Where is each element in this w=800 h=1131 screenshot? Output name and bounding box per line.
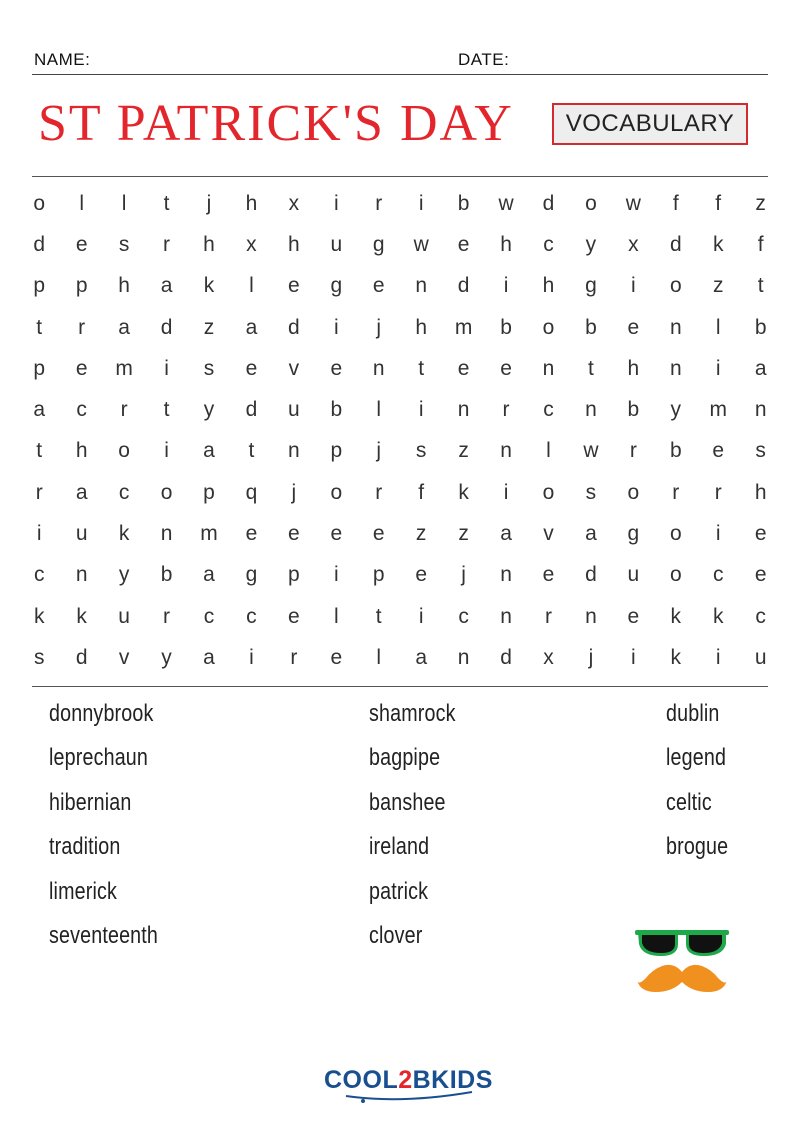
grid-letter: k <box>670 645 682 669</box>
grid-letter: b <box>457 191 470 215</box>
grid-letter: i <box>36 522 42 546</box>
grid-letter: r <box>163 604 171 628</box>
grid-letter: r <box>375 191 383 215</box>
grid-letter: e <box>754 522 767 546</box>
grid-letter: e <box>245 356 258 380</box>
grid-letter: f <box>715 191 722 215</box>
vocabulary-word: tradition <box>49 833 121 861</box>
sunglasses-icon <box>635 930 729 956</box>
grid-letter: z <box>755 191 766 215</box>
grid-letter: p <box>288 563 300 587</box>
grid-letter: n <box>585 604 597 628</box>
grid-letter: x <box>246 232 257 256</box>
name-label: NAME: <box>34 50 91 69</box>
grid-letter: n <box>500 604 512 628</box>
grid-letter: z <box>415 522 427 546</box>
grid-letter: c <box>543 232 554 256</box>
grid-letter: c <box>543 398 554 422</box>
grid-row <box>18 389 782 430</box>
grid-letter: a <box>754 356 767 380</box>
grid-letter: l <box>546 439 551 463</box>
vocabulary-word: seventeenth <box>49 921 159 949</box>
grid-letter: r <box>714 480 722 504</box>
grid-letter: m <box>200 522 218 546</box>
grid-letter: t <box>36 439 43 463</box>
grid-letter: y <box>585 232 597 256</box>
grid-letter: a <box>203 563 215 587</box>
grid-letter: t <box>375 604 382 628</box>
grid-letter: u <box>118 604 130 628</box>
grid-letter: e <box>415 563 427 587</box>
grid-letter: x <box>543 645 554 669</box>
grid-letter: c <box>118 480 130 504</box>
grid-letter: v <box>118 645 130 669</box>
grid-letter: e <box>288 274 300 298</box>
grid-letter: f <box>418 480 425 504</box>
grid-letter: i <box>631 274 636 298</box>
grid-letter: h <box>542 274 555 298</box>
vocabulary-word: brogue <box>666 833 729 861</box>
grid-letter: o <box>585 191 597 215</box>
grid-letter: i <box>333 315 339 339</box>
grid-letter: n <box>372 356 385 380</box>
grid-letter: m <box>709 398 727 422</box>
vocabulary-word: leprechaun <box>49 744 149 772</box>
grid-letter: j <box>376 315 382 339</box>
grid-letter: t <box>418 356 425 380</box>
grid-letter: e <box>288 522 300 546</box>
grid-letter: o <box>669 563 682 587</box>
grid-letter: n <box>669 356 682 380</box>
grid-letter: d <box>33 232 46 256</box>
grid-letter: r <box>290 645 298 669</box>
grid-letter: a <box>585 522 597 546</box>
grid-letter: l <box>249 274 254 298</box>
grid-letter: h <box>288 232 300 256</box>
grid-letter: o <box>33 191 46 215</box>
grid-letter: n <box>75 563 88 587</box>
vocabulary-badge: VOCABULARY <box>552 103 748 145</box>
grid-letter: a <box>203 439 215 463</box>
grid-letter: d <box>288 315 300 339</box>
grid-letter: o <box>118 439 130 463</box>
grid-letter: e <box>330 645 343 669</box>
word-list-column-3 <box>666 700 742 878</box>
grid-letter: i <box>631 645 636 669</box>
grid-letter: b <box>160 563 173 587</box>
sunglasses-mustache-icon <box>634 926 730 998</box>
grid-letter: r <box>35 480 43 504</box>
grid-letter: j <box>206 191 212 215</box>
grid-letter: e <box>457 232 470 256</box>
grid-letter: d <box>457 274 470 298</box>
grid-letter: g <box>372 232 385 256</box>
grid-letter: l <box>333 604 339 628</box>
grid-letter: z <box>712 274 724 298</box>
grid-letter: p <box>33 356 46 380</box>
grid-letter: k <box>203 274 215 298</box>
grid-row <box>18 266 782 307</box>
grid-letter: t <box>757 274 764 298</box>
grid-letter: m <box>115 356 133 380</box>
grid-letter: w <box>583 439 599 463</box>
grid-letter: d <box>75 645 88 669</box>
grid-letter: k <box>76 604 87 628</box>
grid-letter: b <box>500 315 512 339</box>
grid-row <box>18 555 782 596</box>
grid-letter: s <box>585 480 597 504</box>
grid-letter: i <box>503 274 509 298</box>
grid-letter: d <box>585 563 597 587</box>
grid-letter: n <box>160 522 173 546</box>
page-title: ST PATRICK'S DAY <box>38 95 514 152</box>
cool2bkids-logo <box>322 1060 493 1104</box>
grid-letter: k <box>670 604 682 628</box>
grid-letter: s <box>203 356 215 380</box>
grid-letter: c <box>203 604 215 628</box>
grid-letter: t <box>587 356 594 380</box>
grid-letter: r <box>672 480 680 504</box>
grid-row <box>18 307 782 348</box>
grid-letter: a <box>33 398 46 422</box>
word-list-column-2 <box>369 700 475 966</box>
grid-letter: e <box>712 439 725 463</box>
grid-letter: c <box>33 563 45 587</box>
grid-row <box>18 224 782 265</box>
grid-letter: i <box>418 191 424 215</box>
grid-letter: q <box>245 480 258 504</box>
grid-letter: o <box>627 480 640 504</box>
grid-letter: i <box>333 191 339 215</box>
grid-letter: o <box>669 274 682 298</box>
grid-letter: u <box>330 232 343 256</box>
grid-letter: n <box>415 274 427 298</box>
grid-letter: o <box>542 315 555 339</box>
grid-letter: n <box>457 645 470 669</box>
grid-letter: x <box>628 232 639 256</box>
grid-letter: u <box>288 398 300 422</box>
grid-letter: u <box>754 645 767 669</box>
grid-letter: l <box>121 191 127 215</box>
grid-letter: x <box>288 191 300 215</box>
grid-letter: t <box>36 315 43 339</box>
grid-letter: l <box>79 191 84 215</box>
grid-letter: y <box>118 563 130 587</box>
svg-text:COOL2BKIDS: COOL2BKIDS <box>324 1066 493 1094</box>
grid-row <box>18 637 782 678</box>
grid-letter: n <box>754 398 767 422</box>
grid-letter: p <box>330 439 343 463</box>
grid-letter: i <box>164 439 169 463</box>
grid-letter: e <box>330 356 343 380</box>
grid-letter: p <box>33 274 46 298</box>
grid-letter: y <box>670 398 682 422</box>
grid-letter: i <box>164 356 169 380</box>
grid-letter: e <box>754 563 767 587</box>
vocabulary-word: clover <box>369 921 423 949</box>
grid-letter: r <box>502 398 510 422</box>
grid-letter: h <box>203 232 215 256</box>
grid-letter: t <box>163 191 170 215</box>
date-label: DATE: <box>458 50 510 69</box>
grid-row <box>18 431 782 472</box>
grid-letter: b <box>669 439 682 463</box>
grid-letter: h <box>415 315 427 339</box>
vocabulary-word: banshee <box>369 788 446 816</box>
grid-letter: s <box>33 645 45 669</box>
grid-letter: e <box>457 356 470 380</box>
grid-letter: g <box>627 522 640 546</box>
grid-letter: z <box>203 315 215 339</box>
word-list-column-1 <box>49 700 182 966</box>
grid-letter: t <box>163 398 170 422</box>
grid-letter: k <box>118 522 130 546</box>
grid-letter: a <box>118 315 130 339</box>
mustache-icon <box>637 965 727 992</box>
grid-letter: l <box>376 645 382 669</box>
grid-letter: k <box>458 480 469 504</box>
grid-letter: e <box>288 604 300 628</box>
grid-letter: i <box>249 645 254 669</box>
grid-letter: h <box>500 232 512 256</box>
grid-letter: s <box>415 439 427 463</box>
vocabulary-word: patrick <box>369 877 429 905</box>
grid-row <box>18 596 782 637</box>
grid-letter: f <box>757 232 764 256</box>
grid-letter: h <box>754 480 767 504</box>
grid-letter: e <box>75 356 88 380</box>
grid-letter: d <box>500 645 512 669</box>
grid-letter: e <box>75 232 88 256</box>
grid-letter: c <box>458 604 469 628</box>
grid-letter: h <box>75 439 88 463</box>
grid-bottom-divider <box>32 686 768 687</box>
grid-letter: c <box>712 563 724 587</box>
grid-letter: p <box>372 563 385 587</box>
grid-letter: r <box>375 480 383 504</box>
grid-letter: e <box>372 274 385 298</box>
grid-row <box>18 472 782 513</box>
grid-letter: n <box>585 398 597 422</box>
grid-letter: i <box>333 563 339 587</box>
grid-letter: v <box>543 522 554 546</box>
grid-row <box>18 513 782 554</box>
grid-letter: o <box>330 480 343 504</box>
grid-letter: h <box>627 356 640 380</box>
grid-letter: v <box>288 356 300 380</box>
grid-letter: i <box>715 645 721 669</box>
grid-letter: g <box>585 274 597 298</box>
grid-letter: o <box>542 480 555 504</box>
grid-letter: f <box>672 191 679 215</box>
grid-letter: d <box>245 398 258 422</box>
grid-letter: l <box>715 315 721 339</box>
grid-letter: t <box>248 439 255 463</box>
grid-letter: r <box>629 439 637 463</box>
grid-letter: u <box>627 563 640 587</box>
grid-letter: p <box>203 480 215 504</box>
grid-letter: j <box>588 645 594 669</box>
grid-letter: j <box>461 563 466 587</box>
grid-letter: c <box>755 604 766 628</box>
grid-letter: u <box>75 522 88 546</box>
vocabulary-word: bagpipe <box>369 744 441 772</box>
grid-letter: r <box>544 604 552 628</box>
grid-letter: b <box>754 315 767 339</box>
word-search-grid <box>18 183 782 679</box>
grid-letter: c <box>76 398 87 422</box>
grid-letter: j <box>376 439 382 463</box>
grid-letter: g <box>330 274 343 298</box>
grid-letter: r <box>163 232 171 256</box>
grid-letter: n <box>457 398 470 422</box>
grid-top-divider <box>32 176 768 177</box>
grid-letter: n <box>500 439 512 463</box>
grid-letter: i <box>418 398 424 422</box>
grid-letter: j <box>291 480 297 504</box>
grid-letter: e <box>372 522 385 546</box>
grid-letter: z <box>458 522 469 546</box>
name-date-line <box>32 48 768 75</box>
grid-letter: n <box>542 356 555 380</box>
grid-row <box>18 348 782 389</box>
grid-letter: a <box>203 645 215 669</box>
vocabulary-word: donnybrook <box>49 700 154 727</box>
grid-letter: s <box>118 232 130 256</box>
grid-letter: z <box>458 439 469 463</box>
vocabulary-word: dublin <box>666 700 720 727</box>
grid-letter: y <box>203 398 215 422</box>
grid-letter: b <box>627 398 640 422</box>
grid-letter: e <box>627 604 640 628</box>
grid-letter: w <box>625 191 641 215</box>
grid-letter: b <box>585 315 597 339</box>
grid-letter: e <box>542 563 555 587</box>
grid-letter: a <box>160 274 173 298</box>
grid-letter: r <box>120 398 128 422</box>
grid-letter: k <box>712 232 724 256</box>
grid-letter: i <box>715 356 721 380</box>
grid-letter: a <box>500 522 512 546</box>
grid-letter: k <box>33 604 45 628</box>
grid-letter: n <box>500 563 512 587</box>
grid-letter: y <box>161 645 172 669</box>
grid-letter: o <box>669 522 682 546</box>
grid-letter: d <box>160 315 173 339</box>
vocabulary-word: shamrock <box>369 700 456 727</box>
grid-letter: h <box>245 191 258 215</box>
vocabulary-word: legend <box>666 744 727 772</box>
grid-letter: g <box>245 563 258 587</box>
grid-letter: w <box>498 191 514 215</box>
grid-letter: o <box>160 480 173 504</box>
grid-letter: n <box>669 315 682 339</box>
grid-letter: k <box>712 604 724 628</box>
grid-letter: e <box>627 315 640 339</box>
vocabulary-word: celtic <box>666 788 712 816</box>
grid-letter: a <box>75 480 88 504</box>
grid-letter: a <box>245 315 258 339</box>
grid-letter: a <box>415 645 427 669</box>
grid-letter: c <box>246 604 257 628</box>
grid-letter: m <box>454 315 473 339</box>
grid-letter: n <box>288 439 300 463</box>
grid-letter: l <box>376 398 382 422</box>
grid-letter: i <box>418 604 424 628</box>
vocabulary-word: hibernian <box>49 788 132 816</box>
grid-letter: d <box>669 232 682 256</box>
grid-letter: s <box>755 439 766 463</box>
grid-letter: i <box>503 480 509 504</box>
grid-letter: e <box>330 522 343 546</box>
vocabulary-word: limerick <box>49 877 118 905</box>
grid-letter: b <box>330 398 343 422</box>
grid-letter: d <box>542 191 555 215</box>
grid-letter: e <box>245 522 258 546</box>
grid-letter: i <box>715 522 721 546</box>
vocabulary-word: ireland <box>369 833 430 861</box>
grid-letter: h <box>118 274 130 298</box>
grid-letter: r <box>78 315 86 339</box>
grid-row <box>18 183 782 224</box>
grid-letter: e <box>500 356 512 380</box>
grid-letter: p <box>75 274 88 298</box>
grid-letter: w <box>413 232 429 256</box>
